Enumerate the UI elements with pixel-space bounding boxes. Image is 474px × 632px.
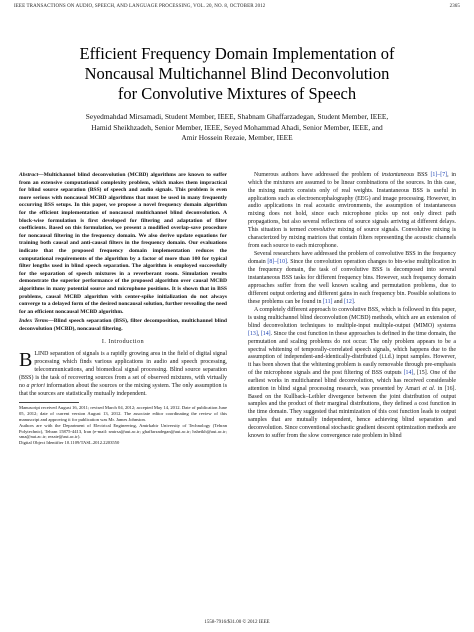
citation-link[interactable]: [8]–[10] — [267, 259, 288, 266]
paragraph-frequency-domain — [248, 251, 456, 306]
abstract — [19, 172, 227, 316]
abstract-text: —Multichannel blind deconvolution (MCBD) algorithms are known to suffer from an extensive computational complexity problem, which makes them impractical for blind source separation (BSS) of speech and audio signals. This problem is even more serious with noncausal MCBD algorithms that must be used in many frequently occurring BSS setups. In this paper, we propose a novel frequency domain algorithm for the efficient implementation of noncausal multichannel blind deconvolution. A block-wise formulation is first developed for filtering and adaptation of filter coefficients. Based on this formulation, we present a modified overlap-save procedure for noncausal filtering in the frequency domain. We also derive update equations for training both causal and anti-causal filters in the frequency domain. Our evaluations indicate that the proposed frequency domain implementation reduces the computational requirements of the algorithm by a factor of more than 100 for typical filter lengths used in blind speech separation. The algorithm is employed successfully for the separation of speech mixtures in a reverberant room. Simulation results demonstrate the superior performance of the proposed algorithm over causal MCBD algorithms in many potential source and microphone positions. It is shown that in BSS problems, causal MCBD algorithm with center-spike initialization do not always converge to a delayed form of the desired noncausal solution, further revealing the need for an efficient noncausal MCBD algorithm. — [19, 172, 227, 315]
text-run: . Since the convolution operation changes to bin-wise multiplication in the frequency domain, the task of convolutive BSS is decomposed into several instantaneous BSS tasks for different frequency bins. However, such frequency domain approaches suffer from the well known scaling and permutation problems, due to different output ordering and different gains in each frequency bin. Possible solutions to these problems can be found in — [248, 259, 456, 305]
index-terms-text: —Blind speech separation (BSS), filter decomposition, multichannel blind deconvolution (MCBD), noncausal filtering. — [19, 318, 227, 332]
intro-text-2: information about the sources or the mixing system. The only assumption is that the sources are statistically mutually independent. — [19, 382, 227, 397]
index-terms — [19, 318, 227, 333]
right-column — [248, 172, 456, 442]
citation-link[interactable]: [14] — [403, 370, 414, 377]
text-run: Numerous authors have addressed the problem of — [254, 172, 382, 178]
journal-name: IEEE TRANSACTIONS ON AUDIO, SPEECH, AND LANGUAGE PROCESSING, VOL. 20, NO. 8, OCTOBER 2012 — [14, 4, 266, 9]
title-line-2: Noncausal Multichannel Blind Deconvolution — [84, 64, 390, 83]
authors-line-1: Seyedmahdad Mirsamadi, Student Member, IEEE, Shabnam Ghaffarzadegan, Student Member, IEEE, — [85, 112, 389, 121]
footnote-divider — [19, 402, 79, 403]
authors-line-2: Hamid Sheikhzadeh, Senior Member, IEEE, Seyed Mohammad Ahadi, Senior Member, IEEE, and — [91, 122, 383, 132]
paragraph-mcbd — [248, 307, 456, 440]
index-terms-lead: Index Terms — [19, 318, 49, 325]
citation-link[interactable]: [13] — [248, 330, 258, 337]
text-run: mixing of source signals. Convolutive mixing is characterized by mixing matrices that contain filters representing the acoustic channels from each source to each microphone. — [248, 226, 456, 249]
citation-link[interactable]: [14] — [260, 330, 271, 337]
text-run: in [16]. Based on the Kullback–Leibler divergence between the joint distribution of output samples and the product of their marginal distributions, they defined a cost function in the time domain. They suggested that minimization of this cost function leads to output samples that are mutually independent, hence achieving blind separation and deconvolution. Since conventional stochastic gradient descent optimization methods are known to suffer from the slow convergence rate problem in blind — [248, 385, 456, 439]
drop-cap: B — [19, 349, 33, 372]
left-column — [19, 172, 227, 446]
footnote-affiliation: Authors are with the Department of Electrical Engineering, Amirkabir University of Technology (Tehran Polytechnic), Tehran 15875-4413, Iran (e-mail: smirsa@aut.ac.ir; ghaffarzadegan@aut.ac.ir; hsheikh@aut.ac.ir; sma@aut.ac.ir; rezaie@aut.ac.ir). — [19, 422, 227, 440]
intro-emphasis: a priori — [26, 382, 45, 389]
citation-link[interactable]: [1]–[7] — [430, 172, 448, 178]
title-line-3: for Convolutive Mixtures of Speech — [117, 84, 357, 103]
text-run: . — [353, 298, 356, 305]
author-list — [12, 112, 462, 144]
text-run: , in which the mixtures are assumed to be linear combinations of the sources. In this case, the mixing matrix consists only of real weights. Instantaneous BSS is useful in applications such as electroencephalography (EEG) and image processing. However, in audio applications in real acoustic environments, the assumption of instantaneous mixing does not hold, since each microphone picks up not only direct path propagations, but also several reflections of source signals arriving at different delays. This situation is termed — [248, 172, 456, 233]
text-run: . Since the cost function in these approaches is defined in the time domain, the permutation and scaling problems do not occur. The only problem appears to be a spectral whitening of temporally-correlated speech signals, which happens due to the assumption of independent-and-identically-distributed (i.i.d.) input samples. However, it has been shown that the whitening problem is easily removable through pre-emphasis of the microphone signals and the post filtering of BSS outputs — [248, 330, 456, 377]
footnote-manuscript: Manuscript received August 16, 2011; revised March 04, 2012; accepted May 14, 2012. Date of publication June 05, 2012; date of current version August 13, 2012. The associate editor coordinating the review of this manuscript and approving it for publication was Mr. James Johnston. — [19, 405, 227, 422]
emphasis: et al. — [422, 385, 436, 392]
text-run: Several researchers have addressed the problem of convolutive BSS in the frequency domain — [248, 251, 456, 266]
text-run: A completely different approach to convolutive BSS, which is followed in this paper, is using multichannel blind deconvolution (MCBD) methods, which are an extension of blind deconvolution techniques to multiple-input multiple-output (MIMO) systems — [248, 307, 456, 330]
citation-link[interactable]: [11] — [322, 298, 333, 305]
paragraph-instantaneous-bss — [248, 172, 456, 250]
footnote-doi: Digital Object Identifier 10.1109/TASL.2012.2203550 — [19, 440, 120, 446]
citation-link[interactable]: [12] — [343, 298, 354, 305]
paper-title — [0, 44, 474, 104]
text-run: , — [257, 330, 261, 337]
running-header — [14, 4, 460, 14]
copyright-line: 1558-7916/$31.00 © 2012 IEEE — [204, 620, 270, 625]
authors-line-3: Amir Hossein Rezaie, Member, IEEE — [181, 133, 293, 143]
title-line-1: Efficient Frequency Domain Implementation of — [79, 44, 395, 63]
abstract-lead: Abstract — [19, 172, 39, 178]
emphasis: instantaneous — [381, 172, 415, 178]
text-run: , [15]. One of the earliest works in multichannel blind deconvolution, which has received considerable attention in blind signal processing research, was presented by Amari — [248, 370, 456, 392]
intro-text-1: LIND separation of signals is a rapidly growing area in the field of digital signal processing which finds various applications in audio and speech processing, telecommunications, and biomedical signal processing. Blind source separation (BSS) is the task of recovering sources from a set of observed mixtures, with virtually no — [19, 351, 227, 389]
text-run: and — [332, 298, 344, 305]
emphasis: convolutive — [308, 226, 336, 233]
intro-paragraph — [19, 351, 227, 398]
page-number: 2365 — [449, 4, 460, 9]
text-run: BSS — [414, 172, 431, 178]
section-heading-introduction: I. Introduction — [101, 339, 145, 346]
